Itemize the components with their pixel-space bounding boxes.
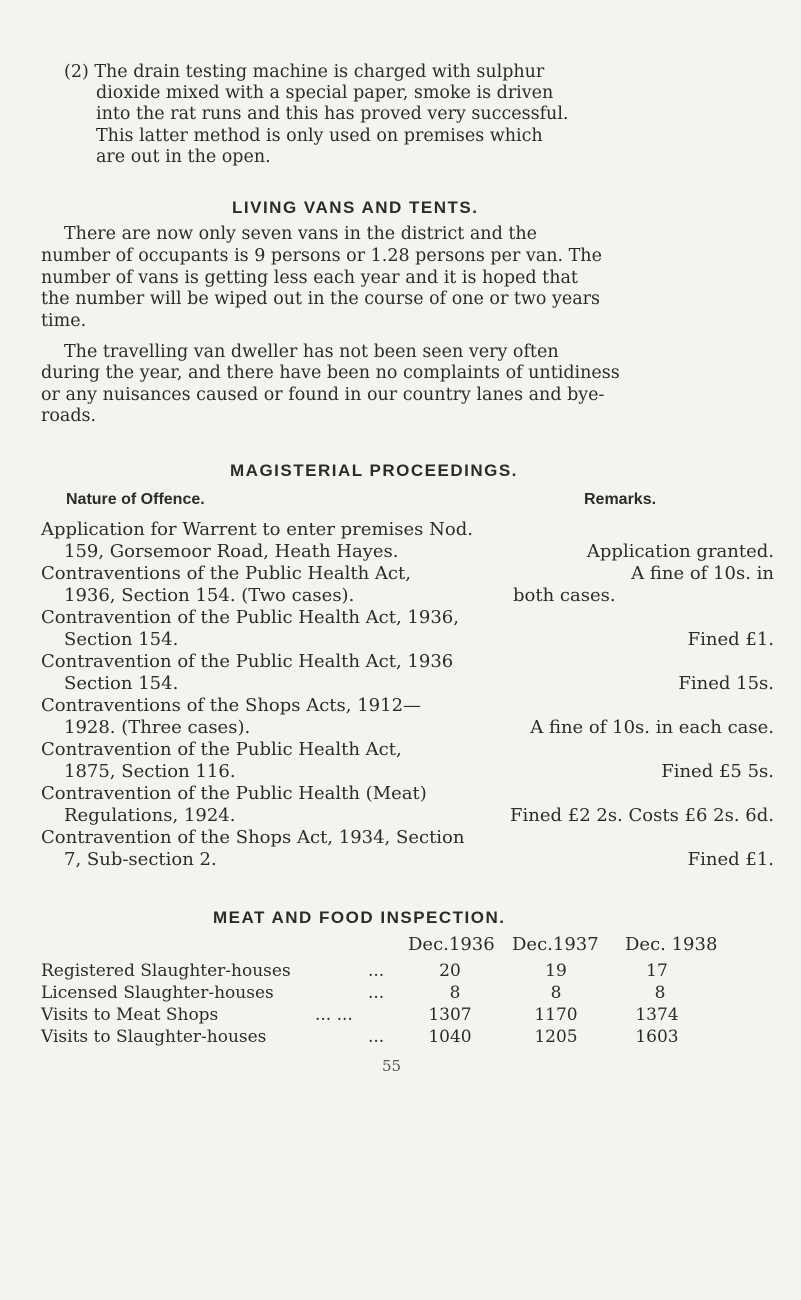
remark-text: Application granted. bbox=[586, 541, 774, 562]
leader-dots: ... bbox=[368, 1027, 385, 1047]
section-heading-magisterial: MAGISTERIAL PROCEEDINGS. bbox=[230, 461, 518, 480]
value-1938: 1603 bbox=[635, 1027, 679, 1047]
leader-dots: ... ... bbox=[315, 1005, 353, 1025]
column-header-1938: Dec. 1938 bbox=[625, 934, 718, 955]
offence-line: Contravention of the Shops Act, 1934, Section bbox=[41, 827, 465, 848]
text-line: number of vans is getting less each year and it is hoped that bbox=[41, 268, 578, 288]
offence-line: Application for Warrent to enter premises Nod. bbox=[41, 519, 473, 540]
column-header-offence: Nature of Offence. bbox=[66, 491, 205, 508]
intro-line: This latter method is only used on premises which bbox=[96, 126, 543, 146]
column-header-remarks: Remarks. bbox=[584, 491, 657, 508]
value-1937: 1170 bbox=[534, 1005, 578, 1025]
offence-line: 159, Gorsemoor Road, Heath Hayes. bbox=[64, 541, 399, 562]
value-1936: 1307 bbox=[428, 1005, 472, 1025]
offence-line: Contravention of the Public Health (Meat) bbox=[41, 783, 427, 804]
remark-text: A fine of 10s. in bbox=[631, 563, 774, 584]
value-1938: 17 bbox=[646, 961, 668, 981]
text-line: number of occupants is 9 persons or 1.28 persons per van. The bbox=[41, 246, 602, 266]
value-1938: 8 bbox=[654, 983, 666, 1003]
remark-text: Fined £1. bbox=[687, 629, 774, 650]
offence-line: Contravention of the Public Health Act, 1936, bbox=[41, 607, 459, 628]
offence-line: Section 154. bbox=[64, 629, 179, 650]
intro-line: are out in the open. bbox=[96, 147, 271, 167]
section-heading-meat-inspection: MEAT AND FOOD INSPECTION. bbox=[213, 908, 506, 927]
leader-dots: ... bbox=[368, 983, 385, 1003]
offence-line: 1936, Section 154. (Two cases). bbox=[64, 585, 355, 606]
offence-line: Contraventions of the Shops Acts, 1912— bbox=[41, 695, 422, 716]
text-line: the number will be wiped out in the course of one or two years bbox=[41, 289, 601, 309]
text-line: during the year, and there have been no complaints of untidiness bbox=[41, 363, 620, 383]
value-1937: 19 bbox=[545, 961, 567, 981]
value-1937: 1205 bbox=[534, 1027, 578, 1047]
offence-line: Contravention of the Public Health Act, bbox=[41, 739, 402, 760]
row-label: Registered Slaughter-houses bbox=[41, 961, 291, 981]
offence-line: Contraventions of the Public Health Act, bbox=[41, 563, 411, 584]
offence-line: Section 154. bbox=[64, 673, 179, 694]
value-1936: 1040 bbox=[428, 1027, 472, 1047]
offence-line: Regulations, 1924. bbox=[64, 805, 236, 826]
text-line: or any nuisances caused or found in our country lanes and bye- bbox=[41, 385, 605, 405]
row-label: Visits to Meat Shops bbox=[41, 1005, 219, 1025]
section-heading-living-vans: LIVING VANS AND TENTS. bbox=[232, 198, 479, 217]
intro-line: into the rat runs and this has proved very successful. bbox=[96, 104, 569, 124]
row-label: Licensed Slaughter-houses bbox=[41, 983, 274, 1003]
intro-line: (2) The drain testing machine is charged with sulphur bbox=[64, 62, 545, 82]
remark-text: Fined £2 2s. Costs £6 2s. 6d. bbox=[510, 805, 774, 826]
text-line: roads. bbox=[41, 406, 97, 426]
page-number: 55 bbox=[382, 1057, 402, 1075]
value-1937: 8 bbox=[550, 983, 562, 1003]
text-line: There are now only seven vans in the district and the bbox=[64, 224, 538, 244]
column-header-1936: Dec.1936 bbox=[408, 934, 495, 955]
value-1936: 8 bbox=[449, 983, 461, 1003]
remark-text: Fined £5 5s. bbox=[661, 761, 774, 782]
remark-text: both cases. bbox=[513, 585, 616, 606]
remark-text: Fined £1. bbox=[687, 849, 774, 870]
column-header-1937: Dec.1937 bbox=[512, 934, 599, 955]
leader-dots: ... bbox=[368, 961, 385, 981]
offence-line: Contravention of the Public Health Act, 1936 bbox=[41, 651, 454, 672]
remark-text: A fine of 10s. in each case. bbox=[530, 717, 774, 738]
remark-text: Fined 15s. bbox=[678, 673, 774, 694]
text-line: time. bbox=[41, 311, 87, 331]
offence-line: 1928. (Three cases). bbox=[64, 717, 251, 738]
value-1938: 1374 bbox=[635, 1005, 679, 1025]
text-line: The travelling van dweller has not been seen very often bbox=[64, 342, 559, 362]
offence-line: 7, Sub-section 2. bbox=[64, 849, 217, 870]
offence-line: 1875, Section 116. bbox=[64, 761, 236, 782]
intro-line: dioxide mixed with a special paper, smoke is driven bbox=[96, 83, 554, 103]
value-1936: 20 bbox=[439, 961, 461, 981]
row-label: Visits to Slaughter-houses bbox=[41, 1027, 267, 1047]
